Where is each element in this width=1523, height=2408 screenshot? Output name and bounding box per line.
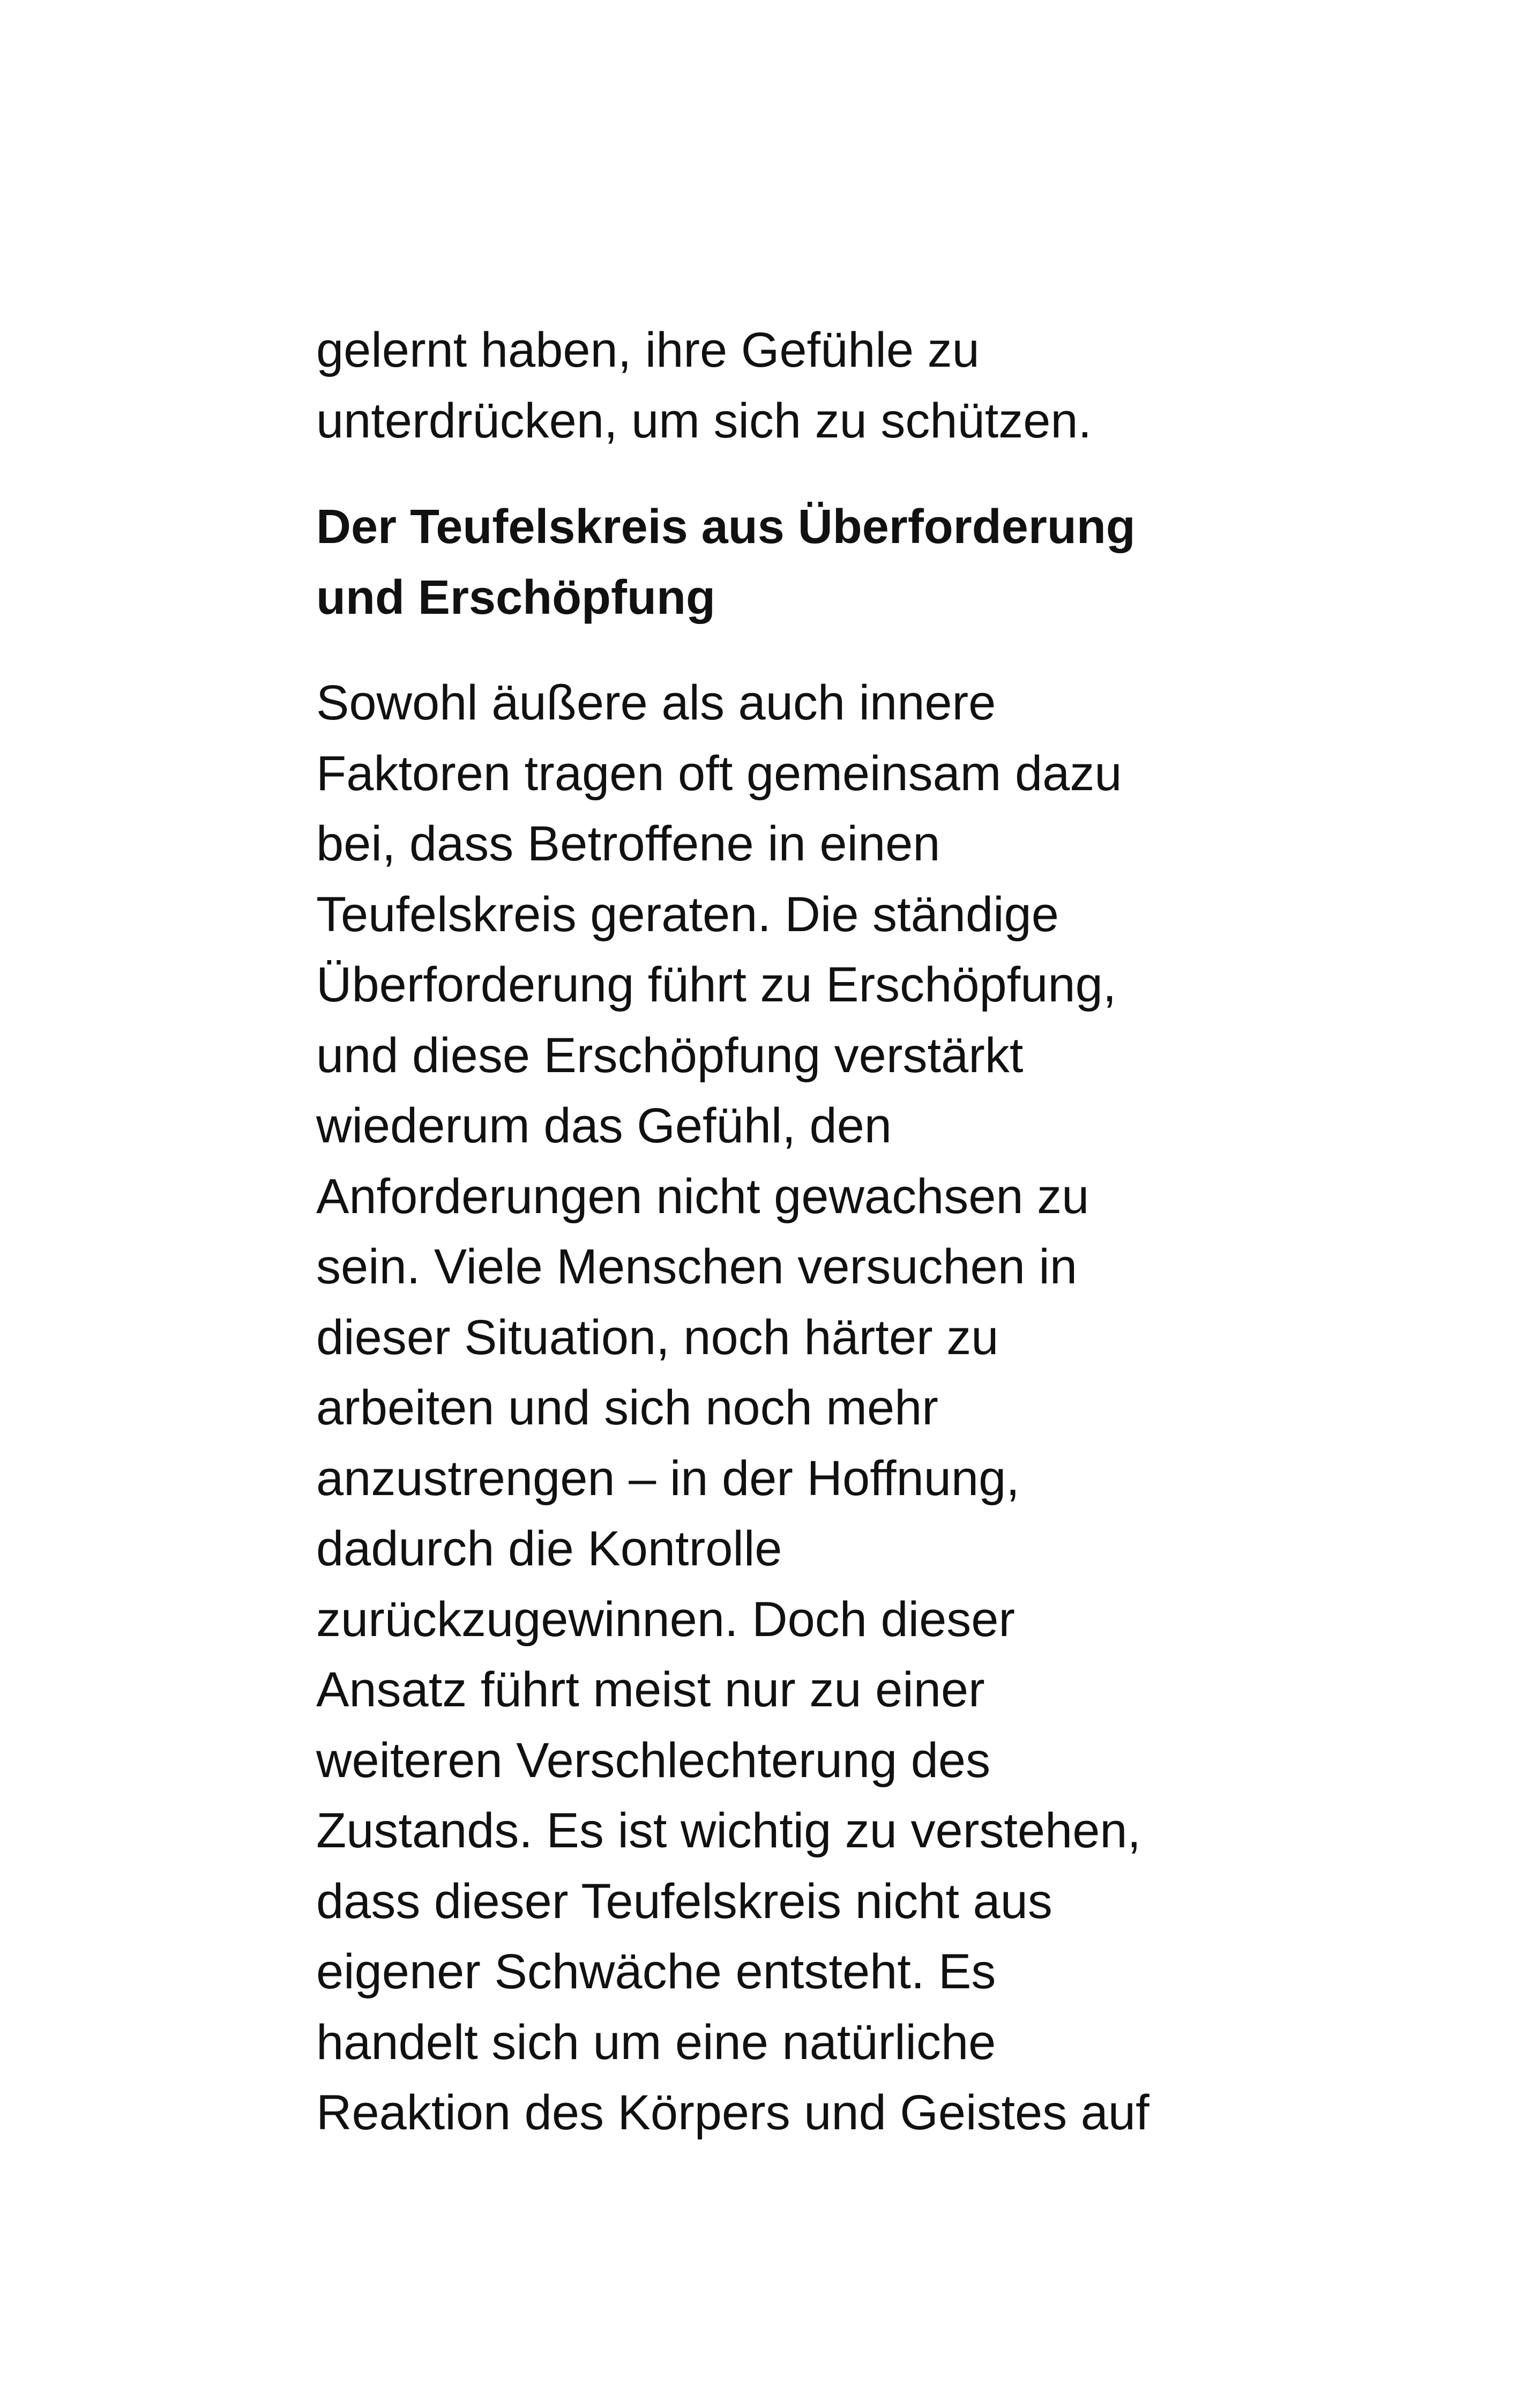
text-line: dass dieser Teufelskreis nicht aus [316, 1874, 1052, 1929]
text-line: arbeiten und sich noch mehr [316, 1380, 938, 1435]
text-line: dieser Situation, noch härter zu [316, 1310, 999, 1365]
text-line: Teufelskreis geraten. Die ständige [316, 887, 1059, 942]
text-line: Überforderung führt zu Erschöpfung, [316, 957, 1117, 1012]
text-line: wiederum das Gefühl, den [316, 1098, 892, 1153]
text-line: zurückzugewinnen. Doch dieser [316, 1592, 1016, 1647]
text-line: eigener Schwäche entsteht. Es [316, 1944, 996, 1999]
section-heading [316, 492, 1227, 633]
text-line: bei, dass Betroffene in einen [316, 816, 940, 871]
text-line: gelernt haben, ihre Gefühle zu [316, 323, 980, 377]
text-line: Ansatz führt meist nur zu einer [316, 1662, 985, 1717]
heading-line: und Erschöpfung [316, 570, 715, 625]
text-line: Sowohl äußere als auch innere [316, 675, 996, 730]
text-line: weiteren Verschlechterung des [316, 1733, 991, 1788]
text-line: unterdrücken, um sich zu schützen. [316, 393, 1092, 448]
text-line: dadurch die Kontrolle [316, 1521, 782, 1576]
text-line: sein. Viele Menschen versuchen in [316, 1239, 1078, 1294]
text-line: und diese Erschöpfung verstärkt [316, 1028, 1024, 1083]
text-line: anzustrengen – in der Hoffnung, [316, 1451, 1020, 1506]
text-line: handelt sich um eine natürliche [316, 2015, 996, 2070]
text-line: Zustands. Es ist wichtig zu verstehen, [316, 1803, 1141, 1858]
text-line: Reaktion des Körpers und Geistes auf [316, 2085, 1149, 2140]
main-paragraph [316, 668, 1227, 2149]
heading-line: Der Teufelskreis aus Überforderung [316, 500, 1136, 554]
intro-paragraph [316, 315, 1227, 456]
text-line: Anforderungen nicht gewachsen zu [316, 1169, 1089, 1224]
text-line: Faktoren tragen oft gemeinsam dazu [316, 746, 1122, 801]
